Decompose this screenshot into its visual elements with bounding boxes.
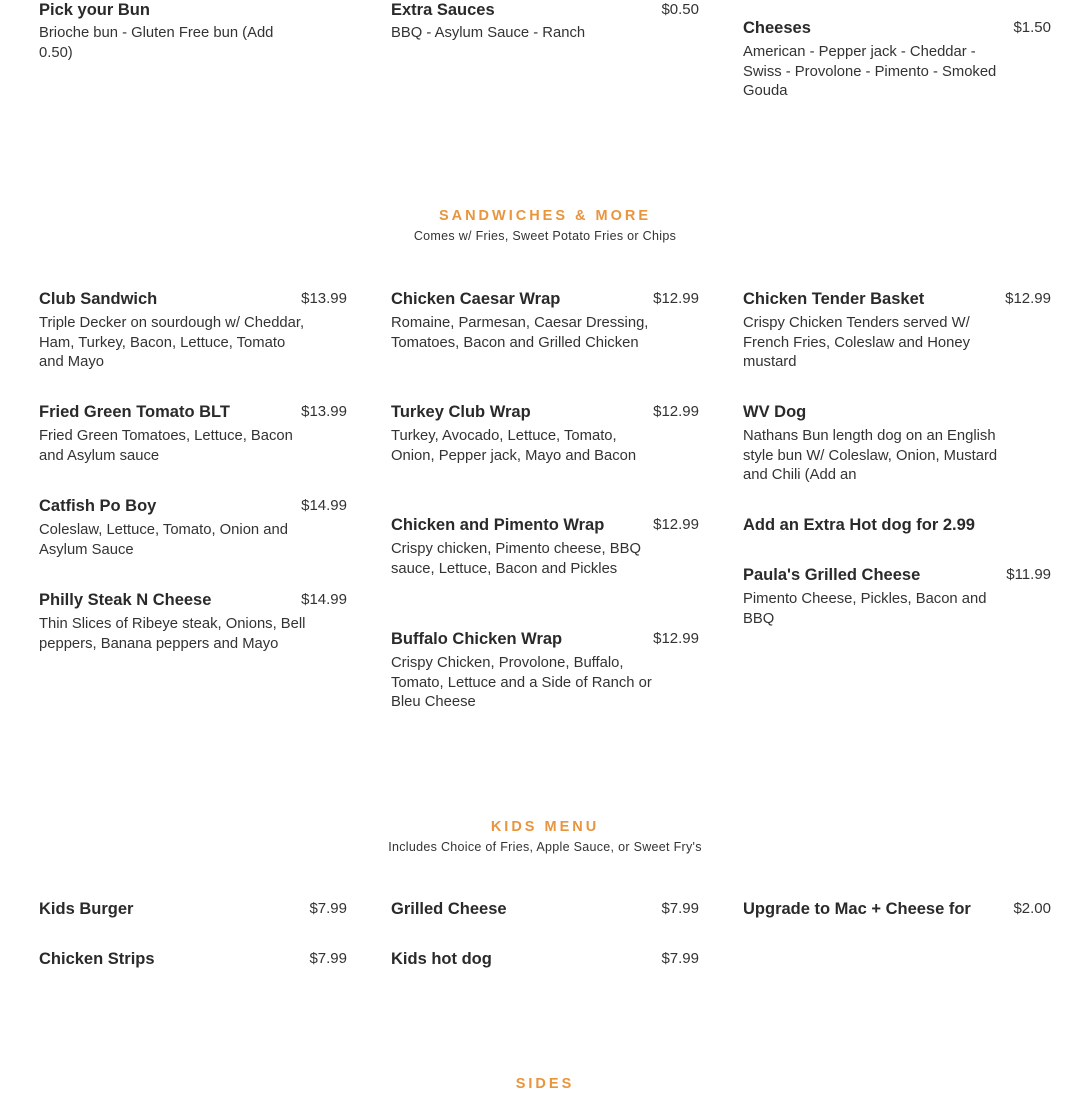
item-name: WV Dog xyxy=(743,403,807,421)
item-name: Philly Steak N Cheese xyxy=(39,591,212,609)
section-title: KIDS MENU xyxy=(490,819,600,835)
item-price: $2.00 xyxy=(1013,900,1051,917)
item-description: BBQ - Asylum Sauce - Ranch xyxy=(391,25,586,41)
item-price: $13.99 xyxy=(301,403,347,420)
menu-item xyxy=(391,515,699,601)
kids-column-1 xyxy=(39,899,347,997)
item-description: Triple Decker on sourdough w/ Cheddar, Ham, Turkey, Bacon, Lettuce, Tomato and Mayo xyxy=(39,315,305,370)
item-price: $7.99 xyxy=(661,950,699,967)
menu-item xyxy=(743,515,1051,537)
item-name: Catfish Po Boy xyxy=(39,497,157,515)
item-price: $0.50 xyxy=(661,1,699,18)
menu-item xyxy=(743,402,1051,487)
section-subtitle: Includes Choice of Fries, Apple Sauce, or Sweet Fry's xyxy=(388,840,702,854)
item-description: Coleslaw, Lettuce, Tomato, Onion and Asylum Sauce xyxy=(39,522,288,558)
item-price: $14.99 xyxy=(301,591,347,608)
menu-item xyxy=(743,565,1051,629)
sandwiches-column-2 xyxy=(391,289,699,741)
item-description: Crispy Chicken, Provolone, Buffalo, Tomato, Lettuce and a Side of Ranch or Bleu Cheese xyxy=(391,655,652,710)
item-description: American - Pepper jack - Cheddar - Swiss - Provolone - Pimento - Smoked Gouda xyxy=(743,44,997,99)
menu-item xyxy=(39,289,347,374)
item-price: $1.50 xyxy=(1013,19,1051,36)
menu-item xyxy=(743,289,1051,374)
sandwiches-column-3 xyxy=(743,289,1051,657)
sides-header xyxy=(0,1075,1090,1093)
section-subtitle: Comes w/ Fries, Sweet Potato Fries or Chips xyxy=(413,229,677,243)
item-price: $7.99 xyxy=(309,900,347,917)
menu-item xyxy=(39,496,347,562)
item-description: Nathans Bun length dog on an English style bun W/ Coleslaw, Onion, Mustard and Chili (Add an xyxy=(743,428,998,483)
item-name: Grilled Cheese xyxy=(391,900,507,918)
item-name: Chicken and Pimento Wrap xyxy=(391,516,605,534)
sandwiches-column-1 xyxy=(39,289,347,682)
menu-item xyxy=(391,629,699,713)
sandwiches-header xyxy=(0,207,1090,244)
item-price: $12.99 xyxy=(653,290,699,307)
item-name: Extra Sauces xyxy=(391,1,495,19)
menu-item xyxy=(743,899,1051,919)
item-price: $12.99 xyxy=(653,516,699,533)
menu-item xyxy=(39,0,347,63)
item-price: $7.99 xyxy=(661,900,699,917)
section-title: SIDES xyxy=(515,1076,575,1092)
item-price: $13.99 xyxy=(301,290,347,307)
item-description: Romaine, Parmesan, Caesar Dressing, Tomatoes, Bacon and Grilled Chicken xyxy=(391,315,649,351)
item-name: Cheeses xyxy=(743,19,811,37)
menu-item xyxy=(39,949,347,969)
item-name: Kids hot dog xyxy=(391,950,492,968)
kids-column-2 xyxy=(391,899,699,997)
item-price: $11.99 xyxy=(1006,566,1051,583)
menu-item xyxy=(743,18,1051,102)
menu-item xyxy=(39,590,347,654)
item-name: Kids Burger xyxy=(39,900,134,918)
item-description: Crispy Chicken Tenders served W/ French Fries, Coleslaw and Honey mustard xyxy=(743,315,970,370)
item-name: Chicken Caesar Wrap xyxy=(391,290,561,308)
item-description: Thin Slices of Ribeye steak, Onions, Bell peppers, Banana peppers and Mayo xyxy=(39,616,306,652)
item-name: Turkey Club Wrap xyxy=(391,403,531,421)
item-description: Pimento Cheese, Pickles, Bacon and BBQ xyxy=(743,591,987,627)
addons-column-1 xyxy=(39,0,347,91)
item-name: Chicken Tender Basket xyxy=(743,290,925,308)
addons-column-3 xyxy=(743,18,1051,130)
menu-item xyxy=(39,402,347,468)
item-description: Turkey, Avocado, Lettuce, Tomato, Onion, Pepper jack, Mayo and Bacon xyxy=(391,428,637,464)
item-price: $12.99 xyxy=(653,630,699,647)
item-name: Buffalo Chicken Wrap xyxy=(391,630,563,648)
item-name: Add an Extra Hot dog for 2.99 xyxy=(743,516,975,534)
item-price: $12.99 xyxy=(1005,290,1051,307)
item-price: $7.99 xyxy=(309,950,347,967)
section-title: SANDWICHES & MORE xyxy=(438,208,652,224)
item-name: Fried Green Tomato BLT xyxy=(39,403,230,421)
item-price: $14.99 xyxy=(301,497,347,514)
item-name: Upgrade to Mac + Cheese for xyxy=(743,900,971,918)
kids-column-3 xyxy=(743,899,1051,947)
item-name: Chicken Strips xyxy=(39,950,155,968)
menu-item xyxy=(391,949,699,969)
item-name: Club Sandwich xyxy=(39,290,158,308)
menu-item xyxy=(39,899,347,921)
item-name: Paula's Grilled Cheese xyxy=(743,566,921,584)
addons-column-2 xyxy=(391,0,699,72)
menu-item xyxy=(391,899,699,921)
item-description: Brioche bun - Gluten Free bun (Add 0.50) xyxy=(39,25,274,61)
menu-item xyxy=(391,289,699,374)
item-description: Crispy chicken, Pimento cheese, BBQ sauce, Lettuce, Bacon and Pickles xyxy=(391,541,642,577)
item-name: Pick your Bun xyxy=(39,1,150,19)
item-description: Fried Green Tomatoes, Lettuce, Bacon and Asylum sauce xyxy=(39,428,293,464)
menu-item xyxy=(391,402,699,487)
kids-header xyxy=(0,818,1090,855)
menu-item xyxy=(391,0,699,44)
item-price: $12.99 xyxy=(653,403,699,420)
